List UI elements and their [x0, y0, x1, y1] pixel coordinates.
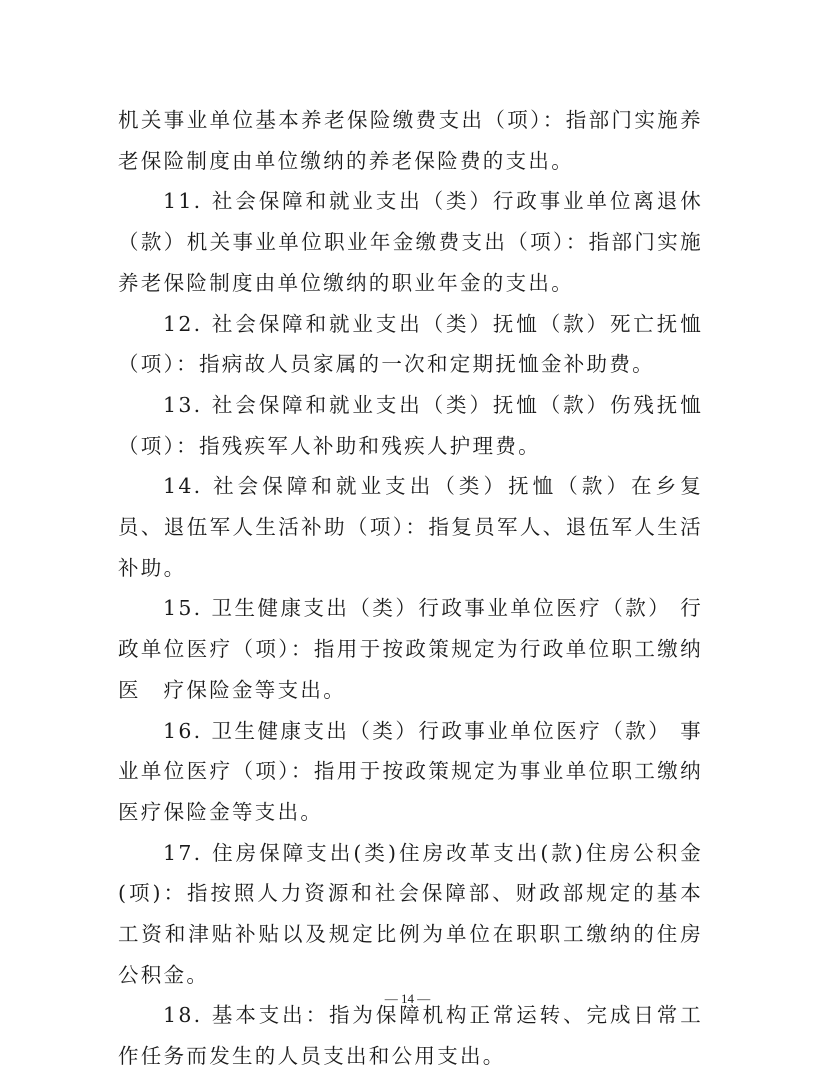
page-number: — 14 — — [384, 991, 431, 1006]
paragraph-10-continued: 机关事业单位基本养老保险缴费支出（项）：指部门实施养老保险制度由单位缴纳的养老保险费的支出。 — [118, 108, 703, 173]
paragraph-18: 18. 基本支出：指为保障机构正常运转、完成日常工作任务而发生的人员支出和公用支出。 — [118, 1003, 703, 1069]
paragraph-15: 15. 卫生健康支出（类）行政事业单位医疗（款） 行政单位医疗（项）：指用于按政策规定为行政单位职工缴纳医 疗保险金等支出。 — [118, 596, 703, 702]
paragraph-13: 13. 社会保障和就业支出（类）抚恤（款）伤残抚恤（项）：指残疾军人补助和残疾人护理费。 — [118, 392, 703, 458]
paragraph-11: 11. 社会保障和就业支出（类）行政事业单位离退休（款）机关事业单位职业年金缴费支出（项）：指部门实施养老保险制度由单位缴纳的职业年金的支出。 — [118, 189, 703, 295]
paragraph-16: 16. 卫生健康支出（类）行政事业单位医疗（款） 事业单位医疗（项）：指用于按政策规定为事业单位职工缴纳医疗保险金等支出。 — [118, 718, 703, 824]
paragraph-12: 12. 社会保障和就业支出（类）抚恤（款）死亡抚恤（项）：指病故人员家属的一次和定期抚恤金补助费。 — [118, 311, 703, 377]
document-body — [118, 100, 703, 1077]
paragraph-17: 17. 住房保障支出(类)住房改革支出(款)住房公积金(项)：指按照人力资源和社会保障部、财政部规定的基本工资和津贴补贴以及规定比例为单位在职职工缴纳的住房公积金。 — [118, 840, 703, 987]
paragraph-14: 14. 社会保障和就业支出（类）抚恤（款）在乡复员、退伍军人生活补助（项）：指复员军人、退伍军人生活补助。 — [118, 474, 703, 580]
